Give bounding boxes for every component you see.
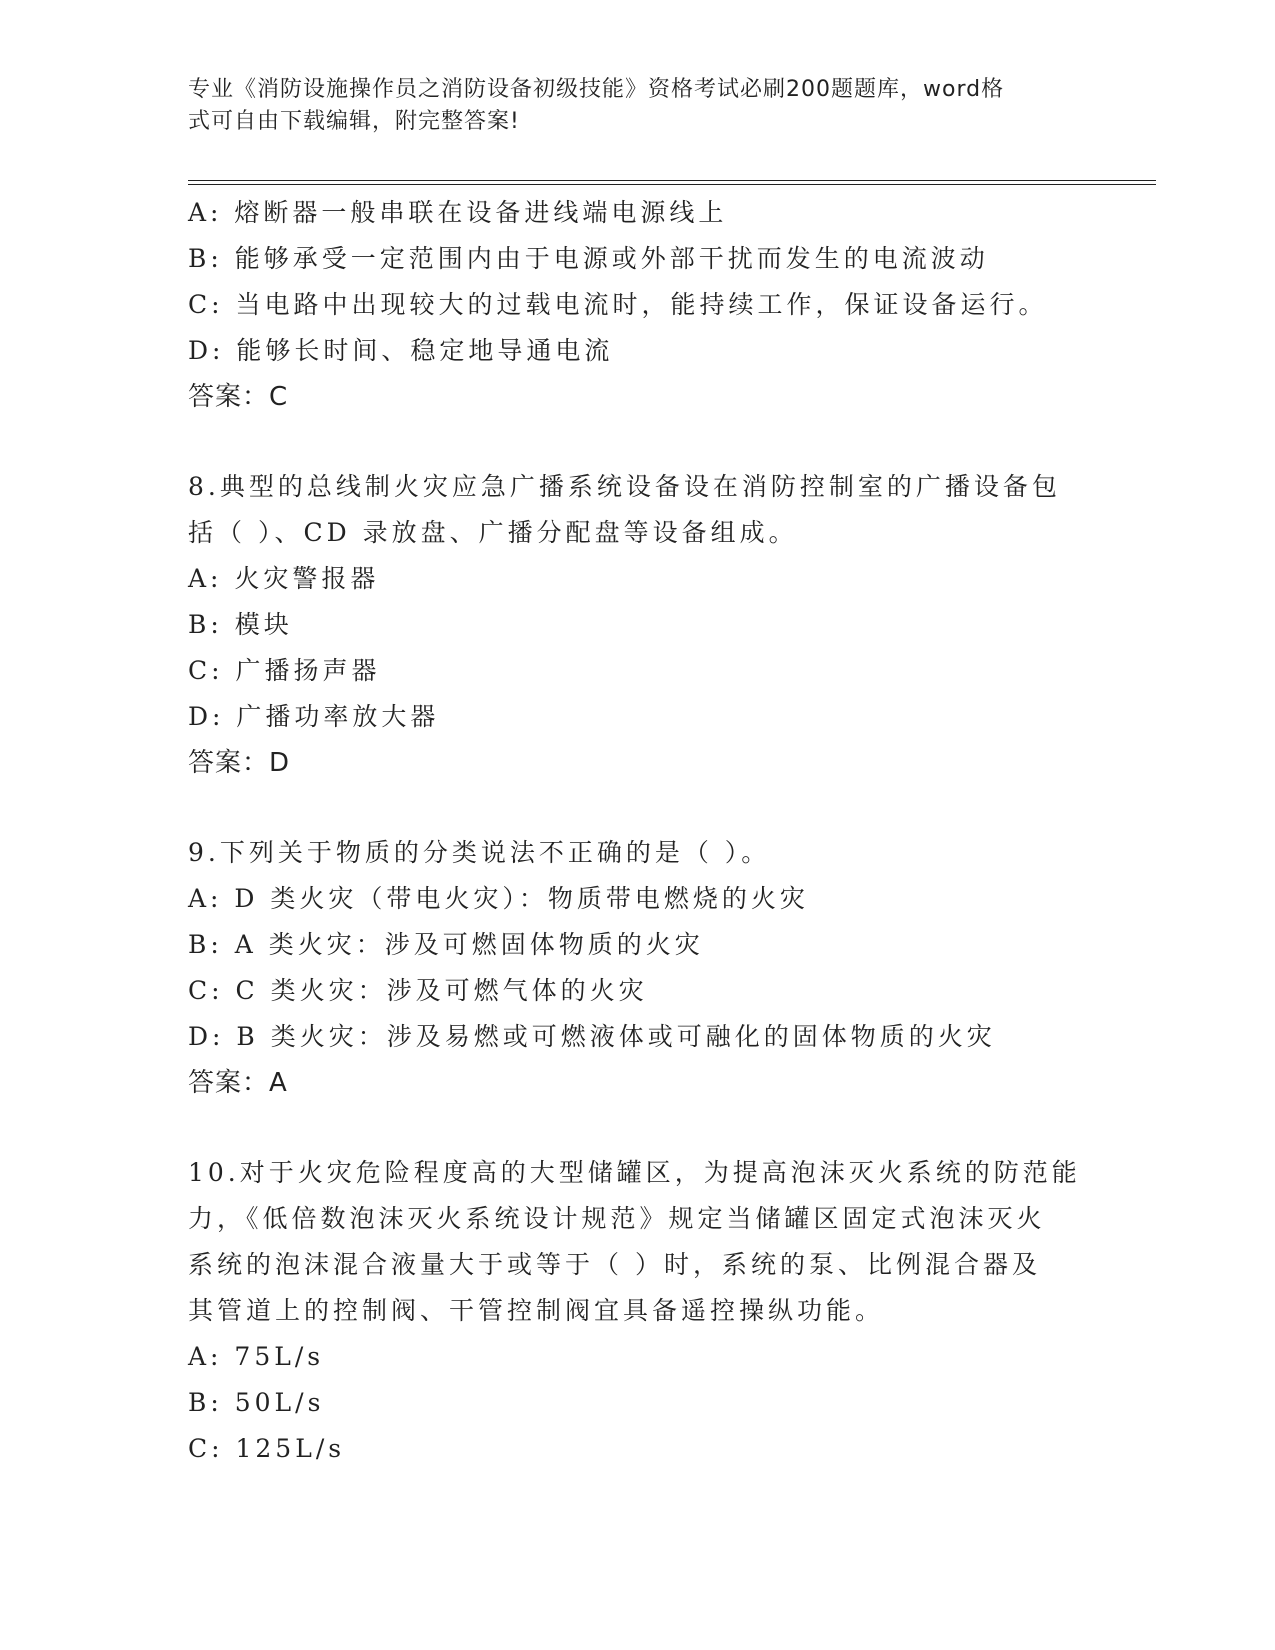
question-8: [188, 464, 1088, 786]
option-c: C: 125L/s: [188, 1434, 346, 1463]
answer-label: 答案：C: [188, 382, 289, 412]
question-stem-line: 9.下列关于物质的分类说法不正确的是（ ）。: [188, 838, 771, 867]
option-b: B: 能够承受一定范围内由于电源或外部干扰而发生的电流波动: [188, 244, 989, 273]
option-a: A: D 类火灾（带电火灾）：物质带电燃烧的火灾: [188, 884, 809, 913]
option-a: A: 75L/s: [188, 1342, 325, 1371]
header-line-2: 式可自由下载编辑，附完整答案!: [188, 109, 520, 134]
option-c: C: 当电路中出现较大的过载电流时，能持续工作，保证设备运行。: [188, 290, 1048, 319]
question-stem-line: 8.典型的总线制火灾应急广播系统设备设在消防控制室的广播设备包: [188, 472, 1061, 501]
document-header: [188, 74, 1068, 138]
option-c: C: C 类火灾：涉及可燃气体的火灾: [188, 976, 648, 1005]
question-spacer: [188, 786, 1088, 830]
answer-label: 答案：A: [188, 1068, 288, 1098]
question-stem-line: 力，《低倍数泡沫灭火系统设计规范》规定当储罐区固定式泡沫灭火: [188, 1204, 1046, 1233]
question-7: [188, 190, 1088, 420]
header-rule-bottom: [188, 184, 1156, 185]
option-b: B: A 类火灾：涉及可燃固体物质的火灾: [188, 930, 704, 959]
question-list: [188, 190, 1088, 1472]
option-a: A: 火灾警报器: [188, 564, 380, 593]
option-b: B: 模块: [188, 610, 293, 639]
option-d: D: 能够长时间、稳定地导通电流: [188, 336, 614, 365]
question-stem-line: 其管道上的控制阀、干管控制阀宜具备遥控操纵功能。: [188, 1296, 885, 1325]
header-rule-top: [188, 180, 1156, 181]
header-line-1: 专业《消防设施操作员之消防设备初级技能》资格考试必刷200题题库，word格: [188, 77, 1005, 102]
question-spacer: [188, 1106, 1088, 1150]
option-d: D: B 类火灾：涉及易燃或可燃液体或可融化的固体物质的火灾: [188, 1022, 996, 1051]
question-10: [188, 1150, 1088, 1472]
question-9: [188, 830, 1088, 1106]
question-stem-line: 10.对于火灾危险程度高的大型储罐区，为提高泡沫灭火系统的防范能: [188, 1158, 1081, 1187]
option-c: C: 广播扬声器: [188, 656, 381, 685]
option-d: D: 广播功率放大器: [188, 702, 440, 731]
question-spacer: [188, 420, 1088, 464]
option-a: A: 熔断器一般串联在设备进线端电源线上: [188, 198, 728, 227]
question-stem-line: 系统的泡沫混合液量大于或等于（ ）时，系统的泵、比例混合器及: [188, 1250, 1041, 1279]
question-stem-line: 括（ ）、CD 录放盘、广播分配盘等设备组成。: [188, 518, 798, 547]
answer-label: 答案：D: [188, 748, 291, 778]
option-b: B: 50L/s: [188, 1388, 325, 1417]
